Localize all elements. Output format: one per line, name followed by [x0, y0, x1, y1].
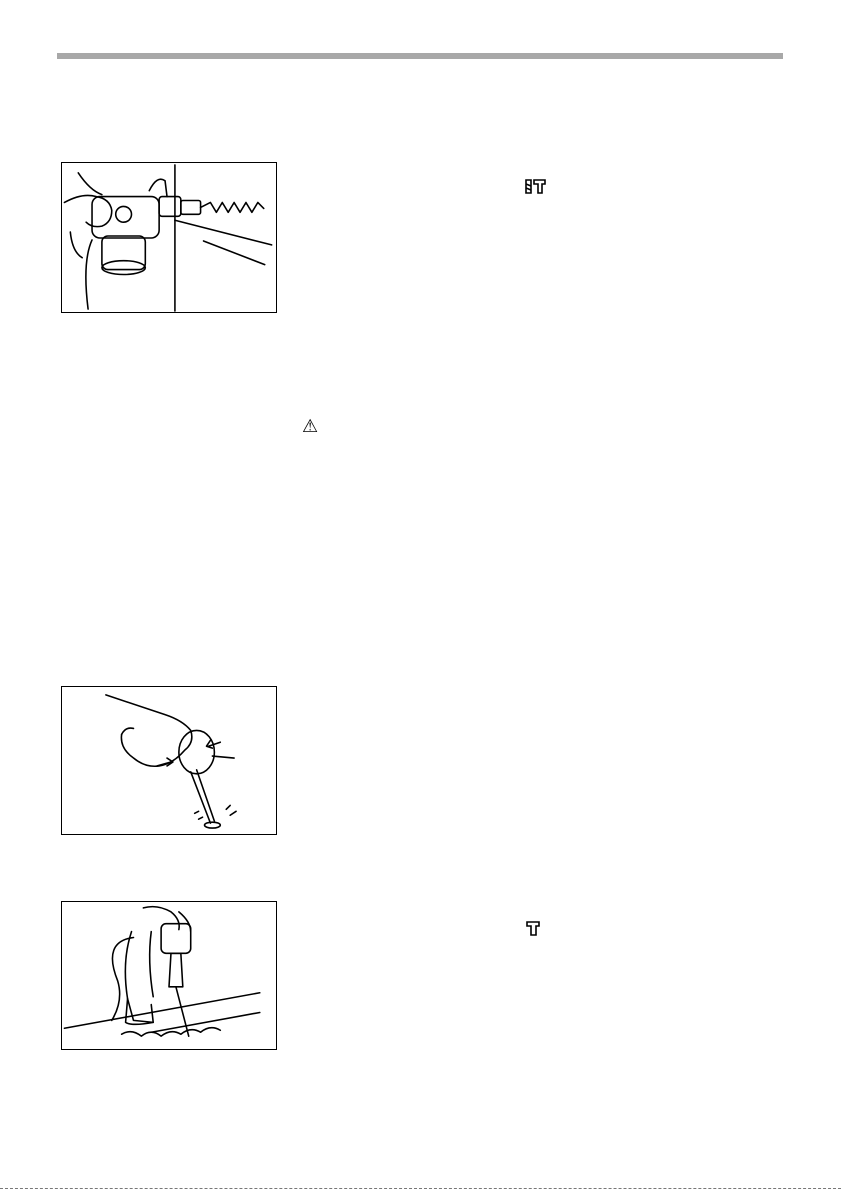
blow-out-bulb-illustration [62, 687, 276, 834]
figure-rotation-with-hammering [61, 162, 277, 313]
figure-hammering-only [61, 901, 277, 1050]
hammer-mode-icon [526, 920, 540, 937]
page-bottom-edge [0, 1188, 841, 1189]
hammer-drill-illustration [62, 163, 276, 312]
drill-and-hammer-mode-icon [524, 178, 546, 195]
header-rule [57, 53, 783, 59]
figure-blow-out-bulb [61, 686, 277, 835]
chiseling-illustration [62, 902, 276, 1049]
warning-icon: ⚠ [302, 416, 319, 437]
